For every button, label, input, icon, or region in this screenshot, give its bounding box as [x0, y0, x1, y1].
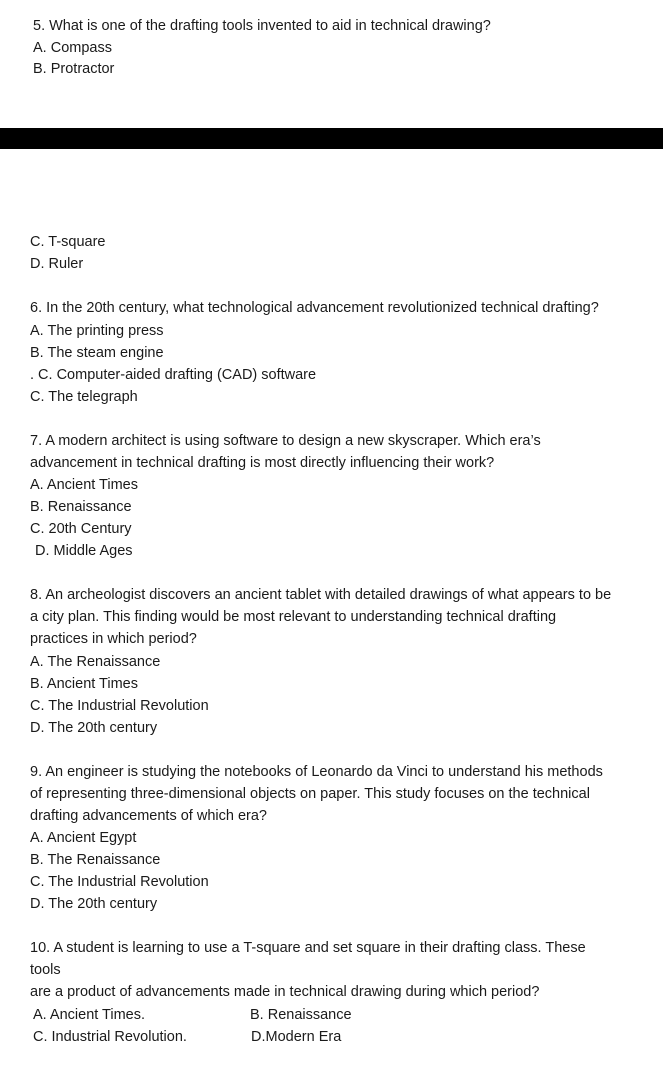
q10-question-line-1: 10. A student is learning to use a T-square and set square in their drafting class. These — [30, 940, 586, 956]
q8-question-line-3: practices in which period? — [30, 631, 197, 647]
q9-question-line-3: drafting advancements of which era? — [30, 808, 267, 824]
q6-option-c-cad: . C. Computer-aided drafting (CAD) software — [30, 367, 317, 383]
q8-option-c: C. The Industrial Revolution — [30, 698, 209, 714]
q7-option-a: A. Ancient Times — [30, 477, 138, 493]
q6-option-c: C. The telegraph — [30, 389, 138, 405]
q6-option-a: A. The printing press — [30, 323, 164, 339]
q7-option-c: C. 20th Century — [30, 521, 132, 537]
q9-option-d: D. The 20th century — [30, 896, 158, 912]
q8-option-d: D. The 20th century — [30, 720, 158, 736]
q6-option-b: B. The steam engine — [30, 345, 164, 361]
q7-option-d: D. Middle Ages — [35, 543, 133, 559]
q9-option-b: B. The Renaissance — [30, 852, 161, 868]
q10-option-a: A. Ancient Times. — [33, 1007, 146, 1023]
q6-question: 6. In the 20th century, what technological advancement revolutionized technical drafting? — [30, 300, 599, 316]
q7-question-line-1: 7. A modern architect is using software to design a new skyscraper. Which era’s — [30, 433, 541, 449]
q9-option-c: C. The Industrial Revolution — [30, 874, 209, 890]
q5-question: 5. What is one of the drafting tools invented to aid in technical drawing? — [33, 18, 491, 34]
q5-option-b: B. Protractor — [33, 61, 115, 77]
q8-option-b: B. Ancient Times — [30, 676, 138, 692]
q10-question-line-2: tools — [30, 962, 61, 978]
q8-question-line-2: a city plan. This finding would be most relevant to understanding technical drafting — [30, 609, 557, 625]
q5-option-c: C. T-square — [30, 234, 106, 250]
q10-question-line-3: are a product of advancements made in technical drawing during which period? — [30, 984, 540, 1000]
q10-option-c: C. Industrial Revolution. — [33, 1029, 187, 1045]
q9-question-line-1: 9. An engineer is studying the notebooks of Leonardo da Vinci to understand his methods — [30, 764, 603, 780]
q5-option-a: A. Compass — [33, 40, 112, 56]
q10-option-d: D.Modern Era — [251, 1029, 342, 1045]
page-divider — [0, 128, 663, 149]
q9-option-a: A. Ancient Egypt — [30, 830, 137, 846]
q8-option-a: A. The Renaissance — [30, 654, 161, 670]
q5-option-d: D. Ruler — [30, 256, 84, 272]
q7-question-line-2: advancement in technical drafting is most directly influencing their work? — [30, 455, 495, 471]
q10-option-b: B. Renaissance — [250, 1007, 352, 1023]
q9-question-line-2: of representing three-dimensional objects on paper. This study focuses on the technical — [30, 786, 590, 802]
q7-option-b: B. Renaissance — [30, 499, 132, 515]
q8-question-line-1: 8. An archeologist discovers an ancient tablet with detailed drawings of what appears to be — [30, 587, 612, 603]
